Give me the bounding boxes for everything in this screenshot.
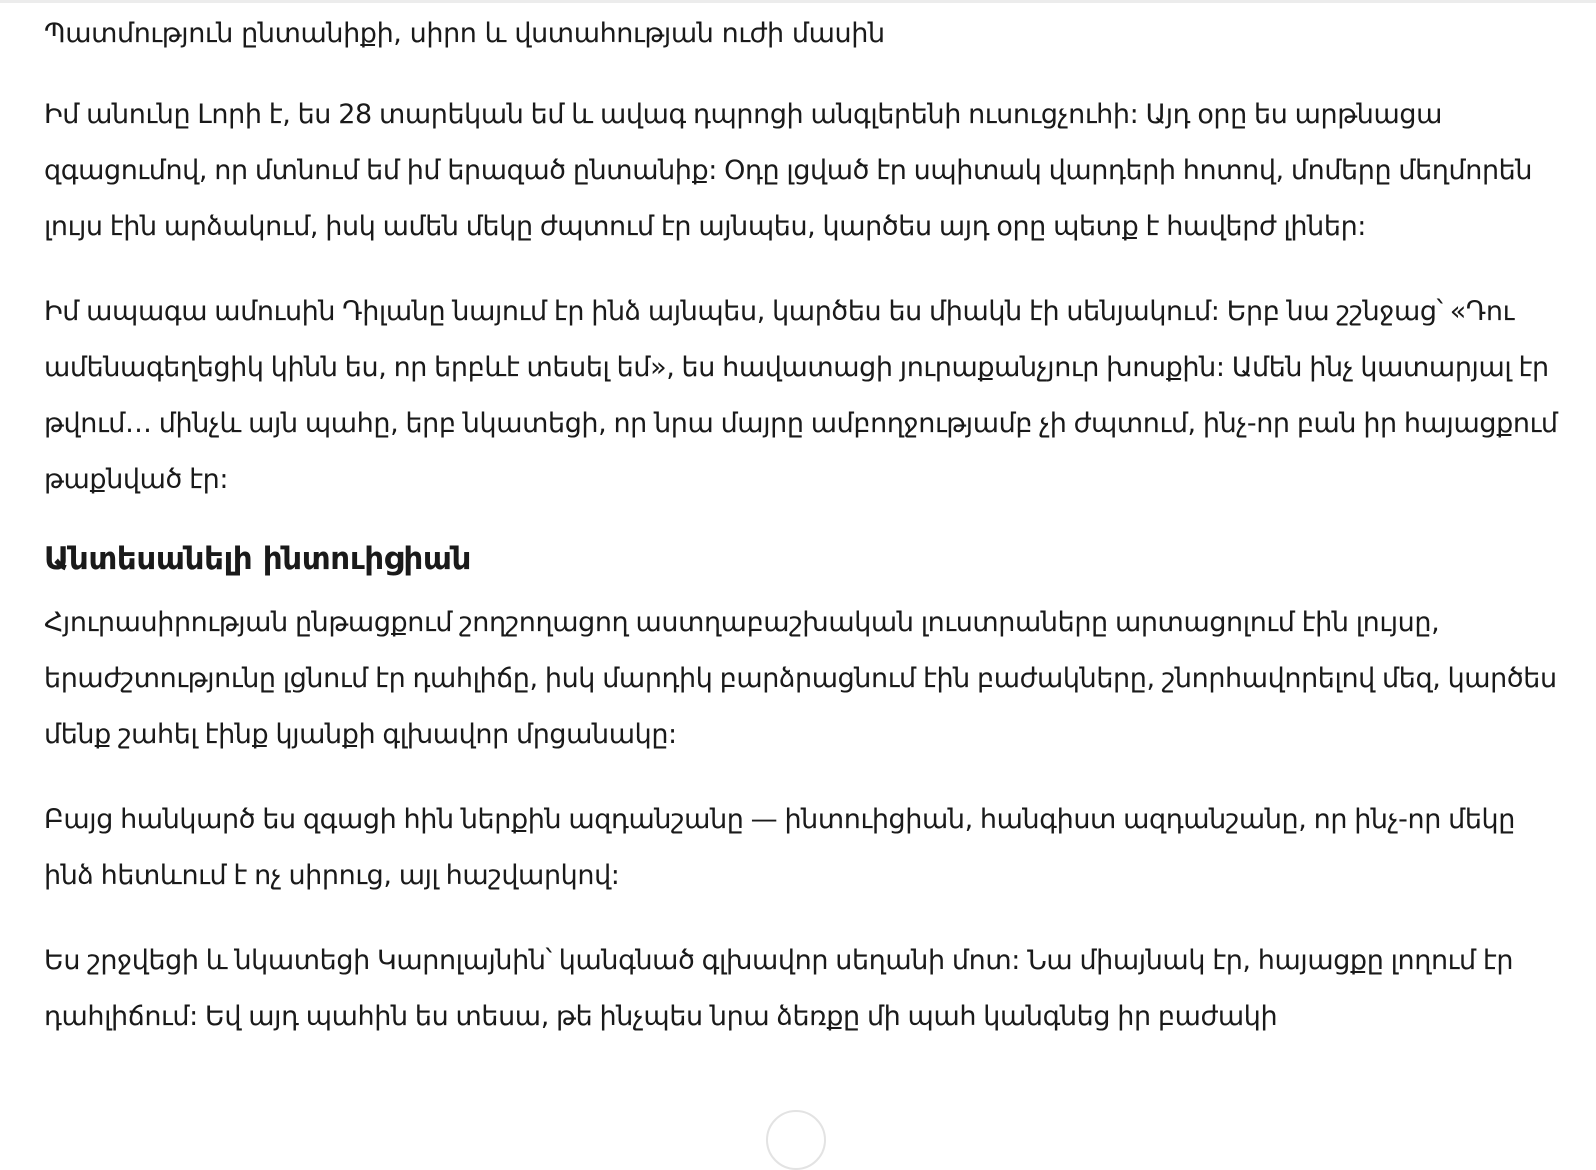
paragraph-section-3: Ես շրջվեցի և նկատեցի Կարոլայնին՝ կանգնած գլխավոր սեղանի մոտ: Նա միայնակ էր, հայացքը լողում էր դահլիճում: Եվ այդ պահին ես տեսա, թե ինչպես նրա ձեռքը մի պահ կանգնեց իր բաժակի <box>44 945 1514 1032</box>
paragraph-intro-2: Իմ ապագա ամուսին Դիլանը նայում էր ինձ այնպես, կարծես ես միակն էի սենյակում: Երբ նա շշնջաց՝ «Դու ամենագեղեցիկ կինն ես, որ երբևէ տեսել եմ», ես հավատացի յուրաքանչյուր խոսքին: Ամեն ինչ կատարյալ էր թվում… մինչև այն պահը, երբ նկատեցի, որ նրա մայրը ամբողջությամբ չի ժպտում, ինչ-որ բան իր հայացքում թաքնված էր: <box>44 296 1558 495</box>
paragraph-section-2: Բայց հանկարծ ես զգացի հին ներքին ազդանշանը — ինտուիցիան, հանգիստ ազդանշանը, որ ինչ-որ մեկը ինձ հետևում է ոչ սիրուց, այլ հաշվարկով: <box>44 804 1515 891</box>
article-subtitle: Պատմություն ընտանիքի, սիրո և վստահության ուժի մասին <box>44 18 885 49</box>
paragraph-section-1: Հյուրասիրության ընթացքում շողշողացող աստղաբաշխական լուստրաները արտացոլում էին լույսը, երաժշտությունը լցնում էր դահլիճը, իսկ մարդիկ բարձրացնում էին բաժակները, շնորհավորելով մեզ, կարծես մենք շահել էինք կյանքի գլխավոր մրցանակը: <box>44 607 1557 750</box>
section-heading: Անտեսանելի ինտուիցիան <box>44 541 472 577</box>
scroll-indicator[interactable] <box>766 1110 826 1170</box>
article-body <box>44 10 1564 1045</box>
top-border <box>0 0 1596 3</box>
paragraph-intro-1: Իմ անունը Լորի է, ես 28 տարեկան եմ և ավագ դպրոցի անգլերենի ուսուցչուհի: Այդ օրը ես արթնացա զգացումով, որ մտնում եմ իմ երազած ընտանիք: Օդը լցված էր սպիտակ վարդերի հոտով, մոմերը մեղմորեն լույս էին արձակում, իսկ ամեն մեկը ժպտում էր այնպես, կարծես այդ օրը պետք է հավերժ լիներ: <box>44 99 1533 242</box>
